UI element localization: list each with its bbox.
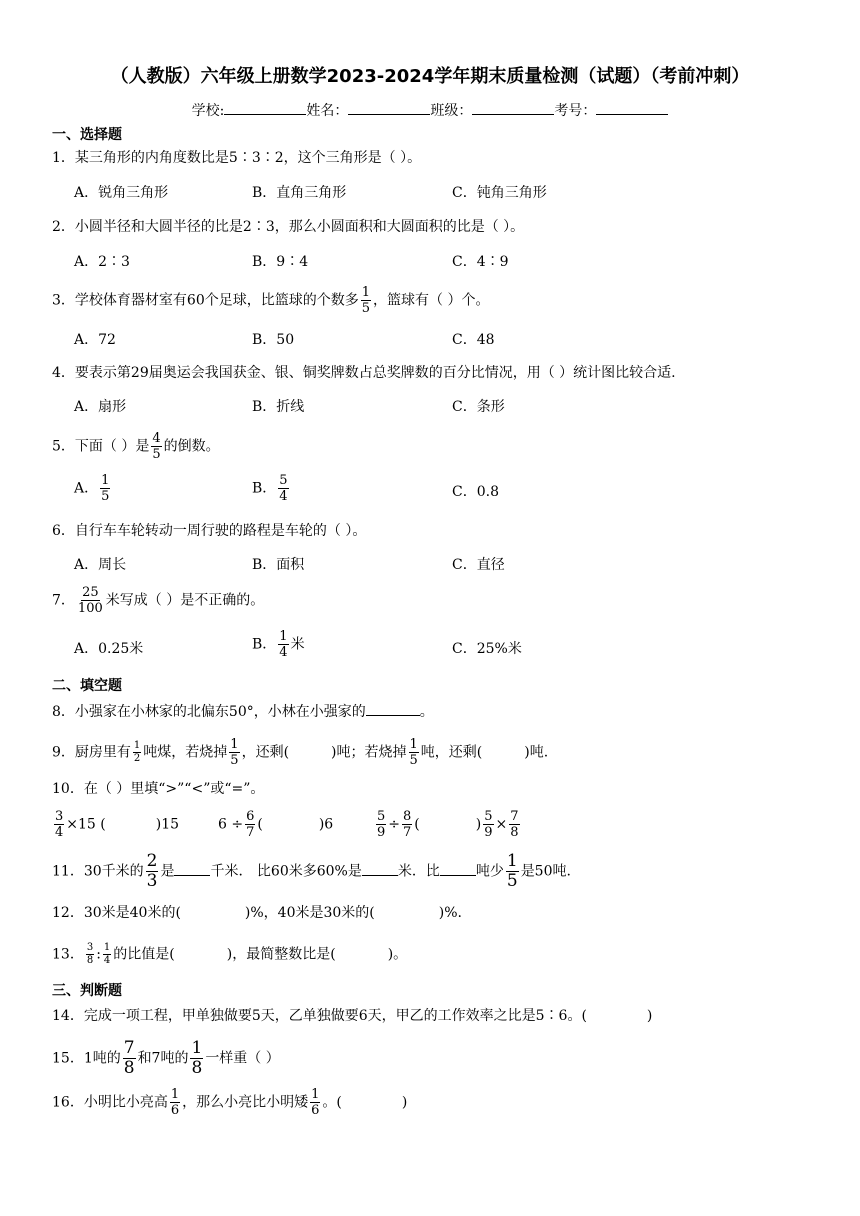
section-choice-heading: 一、选择题 (52, 127, 122, 143)
q2-option-a[interactable]: A．2∶3 (74, 254, 130, 270)
q11-fraction-2: $\frac{1}{5}$ (506, 851, 518, 891)
q10-expression-2: 6 ÷ $\frac{6}{7}$ ( )6 (218, 809, 334, 840)
q11-fraction-1: $\frac{2}{3}$ (146, 851, 158, 891)
q11-text-4: 米．比 (397, 863, 440, 880)
q11-text-end: 是50吨. (520, 863, 571, 880)
q7-option-c[interactable]: C．25%米 (452, 641, 522, 657)
q5-option-b[interactable]: B． $\frac{5}{4}$ (252, 473, 288, 504)
q4-option-b[interactable]: B．折线 (252, 399, 305, 415)
q11-text-3: 千米． 比60米多60%是 (210, 863, 362, 880)
question-12 (52, 903, 462, 923)
q15-text: 15．1吨的 (52, 1050, 121, 1067)
q9-fraction-1: $\frac{1}{2}$ (133, 740, 141, 764)
q15-text-2: 和7吨的 (137, 1050, 189, 1067)
q15-fraction-1: $\frac{7}{8}$ (123, 1038, 135, 1078)
q7-number: 7． (52, 592, 75, 609)
q9-text-3: ，还剩( (241, 744, 290, 761)
q6-option-b[interactable]: B．面积 (252, 557, 305, 573)
q16-text-2: ，那么小亮比小明矮 (182, 1094, 309, 1111)
section-fill-heading: 二、填空题 (52, 678, 122, 694)
q16-fraction-1: $\frac{1}{6}$ (170, 1087, 180, 1118)
q11-text-2: 是 (160, 863, 175, 880)
q7-fraction: $\frac{25}{100}$ (77, 585, 103, 616)
student-info-line (0, 100, 860, 120)
q10-expression-3: $\frac{5}{9}$ ÷ $\frac{8}{7}$ ( ) $\frac{5}{9}$ × $\frac{7}{8}$ (377, 809, 519, 840)
q5-option-b-fraction: $\frac{5}{4}$ (279, 473, 288, 504)
q16-text-3: 。( (322, 1094, 342, 1111)
q8-blank[interactable] (366, 703, 420, 716)
q2-option-b[interactable]: B．9∶4 (252, 254, 309, 270)
q3-option-a[interactable]: A．72 (74, 332, 116, 348)
q12-text-end: )%. (438, 905, 462, 921)
q10-e3-fraction-4: $\frac{7}{8}$ (510, 809, 519, 840)
question-1: 1．某三角形的内角度数比是5∶3∶2，这个三角形是（ ）。 (52, 150, 422, 166)
q11-text-5: 吨少 (475, 863, 504, 880)
question-11 (52, 853, 571, 890)
class-label: 班级： (430, 103, 473, 119)
q7-option-b-fraction: $\frac{1}{4}$ (279, 629, 288, 660)
q3-option-b[interactable]: B．50 (252, 332, 295, 348)
q6-option-a[interactable]: A．周长 (74, 557, 127, 573)
exam-no-label: 考号： (554, 103, 597, 119)
q10-e1-fraction: $\frac{3}{4}$ (55, 809, 64, 840)
q5-text: 5．下面（ ）是 (52, 438, 150, 455)
q9-fraction-2: $\frac{1}{5}$ (230, 737, 239, 768)
q16-fraction-2: $\frac{1}{6}$ (311, 1087, 320, 1118)
q5-text-end: 的倒数。 (163, 438, 220, 455)
q9-text-5: 吨，还剩( (420, 744, 483, 761)
question-7 (52, 586, 264, 615)
q3-fraction: $\frac{1}{5}$ (361, 285, 371, 316)
q11-blank-1[interactable] (174, 863, 210, 876)
q13-text-2: )，最简整数比是( (226, 946, 336, 963)
q10-e3-fraction-2: $\frac{8}{7}$ (403, 809, 412, 840)
question-9 (52, 738, 548, 767)
q3-text: 3．学校体育器材室有60个足球，比篮球的个数多 (52, 292, 359, 309)
question-6: 6．自行车车轮转动一周行驶的路程是车轮的（ ）。 (52, 523, 367, 539)
q12-text: 12．30米是40米的( (52, 905, 181, 921)
q3-option-c[interactable]: C．48 (452, 332, 495, 348)
q8-text: 8．小强家在小林家的北偏东50°，小林在小强家的 (52, 704, 366, 720)
q12-text-2: )%，40米是30米的( (244, 905, 375, 921)
question-14 (52, 1006, 652, 1026)
question-3 (52, 286, 489, 315)
q14-text-end: ) (646, 1008, 653, 1024)
q13-fraction-2: $\frac{1}{4}$ (103, 942, 111, 966)
q13-fraction-1: $\frac{3}{8}$ (86, 942, 94, 966)
question-16 (52, 1088, 407, 1117)
q11-text: 11．30千米的 (52, 863, 144, 880)
q5-fraction: $\frac{4}{5}$ (152, 431, 161, 462)
q15-fraction-2: $\frac{1}{8}$ (191, 1038, 203, 1078)
question-2: 2．小圆半径和大圆半径的比是2∶3，那么小圆面积和大圆面积的比是（ ）。 (52, 219, 525, 235)
q10-e2-fraction: $\frac{6}{7}$ (246, 809, 255, 840)
school-field[interactable] (224, 101, 306, 115)
q11-blank-3[interactable] (440, 863, 476, 876)
class-field[interactable] (472, 101, 554, 115)
q16-text-end: ) (401, 1094, 408, 1111)
school-label: 学校: (191, 103, 225, 119)
question-4: 4．要表示第29届奥运会我国获金、银、铜奖牌数占总奖牌数的百分比情况，用（ ）统计图比较合适. (52, 365, 676, 381)
q1-option-a[interactable]: A．锐角三角形 (74, 185, 169, 201)
q13-number: 13． (52, 946, 84, 963)
q5-option-a-fraction: $\frac{1}{5}$ (101, 473, 110, 504)
q11-blank-2[interactable] (362, 863, 398, 876)
q5-option-c[interactable]: C．0.8 (452, 484, 499, 500)
question-5 (52, 432, 220, 461)
q7-text: 米写成（ ）是不正确的。 (105, 592, 265, 609)
q3-text-end: ，篮球有（ ）个。 (373, 292, 490, 309)
q9-fraction-3: $\frac{1}{5}$ (409, 737, 418, 768)
q6-option-c[interactable]: C．直径 (452, 557, 505, 573)
q13-colon: : (96, 946, 101, 963)
q1-option-c[interactable]: C．钝角三角形 (452, 185, 547, 201)
q9-text-4: )吨；若烧掉 (331, 744, 407, 761)
q10-expression-1: $\frac{3}{4}$ ×15 ( )15 (55, 809, 180, 840)
name-field[interactable] (348, 101, 430, 115)
q5-option-a[interactable]: A． $\frac{1}{5}$ (74, 473, 110, 504)
q8-text-end: 。 (419, 704, 434, 720)
page-title: （人教版）六年级上册数学2023-2024学年期末质量检测（试题）（考前冲刺） (110, 66, 750, 87)
q2-option-c[interactable]: C．4∶9 (452, 254, 509, 270)
question-13 (52, 943, 407, 966)
q4-option-c[interactable]: C．条形 (452, 399, 505, 415)
q13-text-end: )。 (387, 946, 408, 963)
name-label: 姓名： (306, 103, 349, 119)
exam-no-field[interactable] (596, 101, 668, 115)
q1-option-b[interactable]: B．直角三角形 (252, 185, 347, 201)
question-8 (52, 702, 434, 722)
q9-text: 9．厨房里有 (52, 744, 131, 761)
q7-option-b[interactable]: B． $\frac{1}{4}$ 米 (252, 629, 305, 660)
q10-e3-fraction-3: $\frac{5}{9}$ (484, 809, 493, 840)
q9-text-end: )吨. (524, 744, 549, 761)
q13-text: 的比值是( (113, 946, 175, 963)
q9-text-2: 吨煤，若烧掉 (143, 744, 228, 761)
q14-text: 14．完成一项工程，甲单独做要5天，乙单独做要6天，甲乙的工作效率之比是5∶6。( (52, 1008, 587, 1024)
q16-text: 16．小明比小亮高 (52, 1094, 168, 1111)
q4-option-a[interactable]: A．扇形 (74, 399, 127, 415)
q15-text-end: 一样重（ ） (205, 1050, 280, 1067)
q7-option-a[interactable]: A．0.25米 (74, 641, 144, 657)
question-10: 10．在（ ）里填“>”“<”或“=”。 (52, 781, 265, 797)
q10-e3-fraction-1: $\frac{5}{9}$ (377, 809, 386, 840)
question-15 (52, 1040, 280, 1077)
section-judge-heading: 三、判断题 (52, 983, 122, 999)
